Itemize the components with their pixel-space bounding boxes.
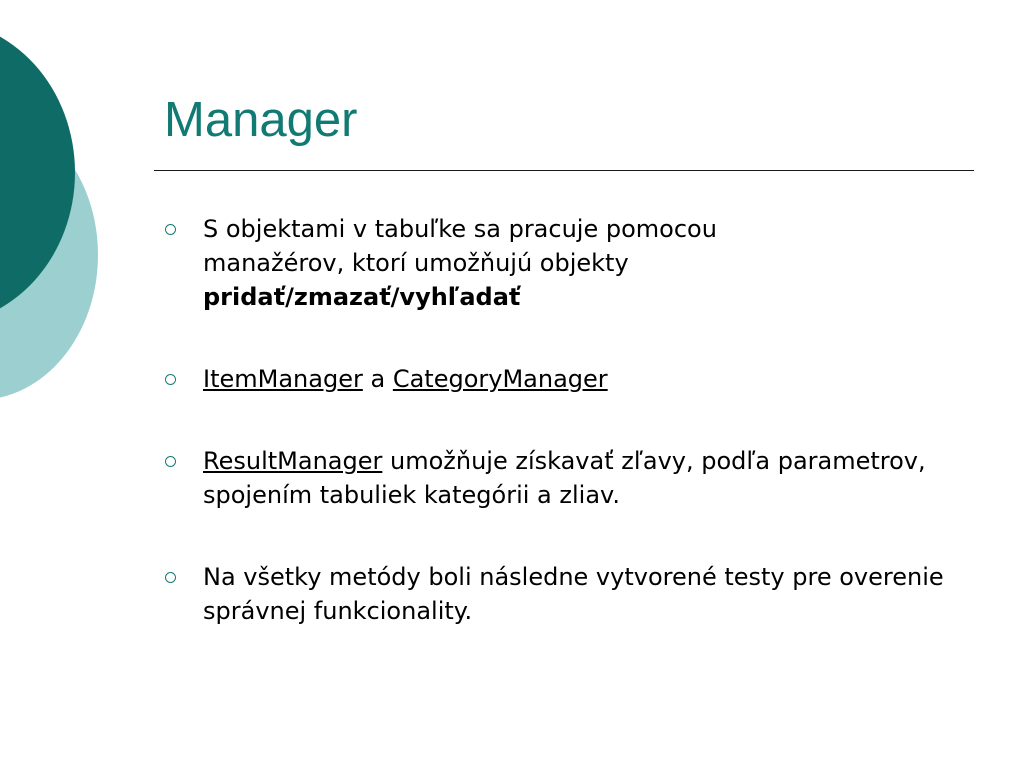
bullet-item-managers-intro (164, 212, 984, 314)
circle-bullet-icon (165, 572, 176, 583)
bullet-list (164, 212, 984, 628)
bullet-item-manager-classes (164, 362, 984, 396)
circle-bullet-icon (165, 456, 176, 467)
item-manager-link[interactable]: ItemManager (203, 365, 363, 393)
bullet-emphasis-text: pridať/zmazať/vyhľadať (203, 283, 521, 311)
bullet-item-result-manager (164, 444, 984, 512)
bullet-text: umožňuje získavať zľavy, podľa parametrov, spojením tabuliek kategórii a zliav. (203, 447, 926, 509)
circle-bullet-icon (165, 224, 176, 235)
title-divider (154, 170, 974, 171)
bullet-text: Na všetky metódy boli následne vytvorené testy pre overenie správnej funkcionality. (203, 563, 944, 625)
bullet-item-tests (164, 560, 984, 628)
circle-bullet-icon (165, 374, 176, 385)
bullet-text-line-2: manažérov, ktorí umožňujú objekty (203, 249, 629, 277)
category-manager-link[interactable]: CategoryManager (392, 365, 608, 393)
result-manager-link[interactable]: ResultManager (203, 447, 383, 475)
slide-title: Manager (164, 93, 358, 147)
bullet-text-line-1: S objektami v tabuľke sa pracuje pomocou (203, 215, 717, 243)
bullet-connector-text: a (370, 365, 386, 393)
